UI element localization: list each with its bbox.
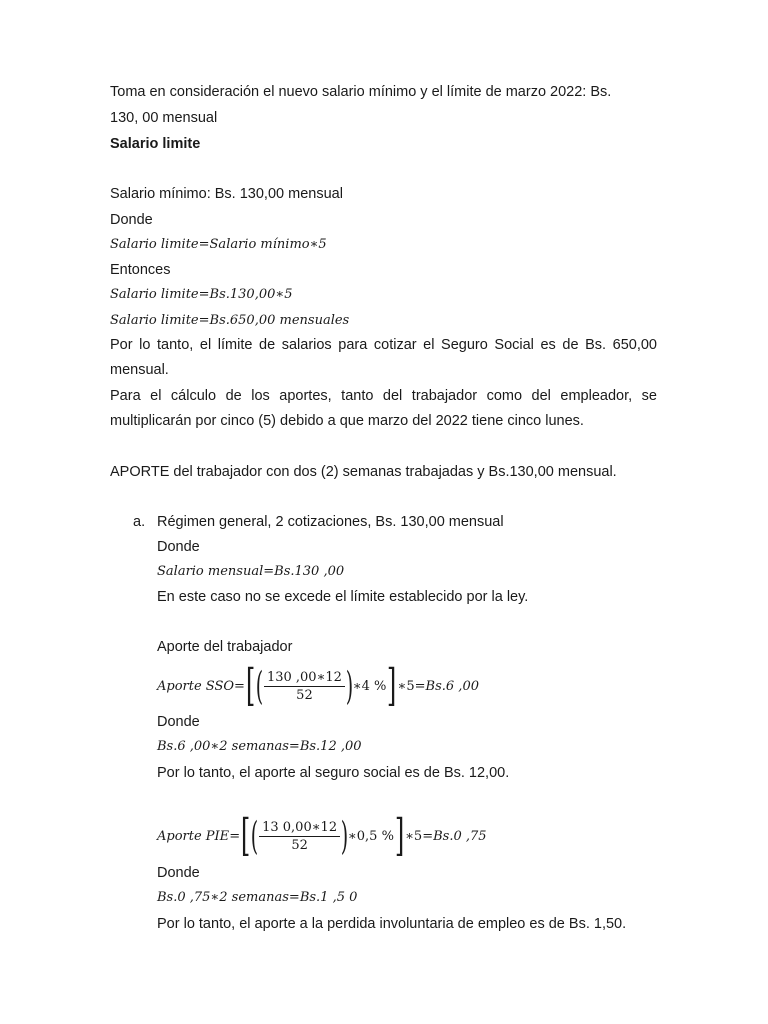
formula-lhs: Salario mensual	[157, 564, 264, 579]
formula-pie-weeks: Bs.0 ,75∗2 semanas=Bs.1 ,5 0	[157, 890, 358, 905]
result: Bs.6 ,00	[425, 678, 479, 694]
left-bracket: [	[245, 660, 256, 711]
item-a-donde-3: Donde	[157, 865, 200, 881]
fraction-denominator: 52	[296, 687, 313, 703]
calc-note: Para el cálculo de los aportes, tanto del trabajador como del empleador, se multiplicarán por cinco (5) debido a que marzo del 2022 tiene cinco lunes.	[110, 388, 657, 429]
formula-rhs: Bs.1 ,5 0	[299, 890, 358, 905]
formula-rhs: Bs.12 ,00	[299, 739, 362, 754]
no-excede-note: En este caso no se excede el límite establecido por la ley.	[157, 589, 529, 605]
formula-rhs: Bs.130,00∗5	[209, 287, 293, 302]
fraction	[264, 670, 345, 703]
right-bracket: ]	[387, 660, 397, 711]
rate: ∗4 %	[352, 678, 387, 694]
fraction-numerator: 13 0,00∗12	[259, 820, 340, 837]
donde-label: Donde	[110, 212, 153, 228]
right-paren: )	[340, 814, 349, 858]
multiplier: ∗5=	[397, 678, 426, 694]
left-bracket: [	[240, 810, 251, 861]
formula-sso-weeks: Bs.6 ,00∗2 semanas=Bs.12 ,00	[157, 739, 362, 754]
fraction-denominator: 52	[291, 837, 308, 853]
rate: ∗0,5 %	[347, 828, 394, 844]
formula-aporte-sso: Aporte SSO = [ ( $\frac{130 ,00∗12}{52}$ ) ∗4 % ] ∗5= Bs.6 ,00	[157, 660, 479, 711]
formula-lhs: Aporte PIE	[157, 828, 230, 844]
formula-salario-mensual: Salario mensual=Bs.130 ,00	[157, 564, 345, 579]
item-a-title: Régimen general, 2 cotizaciones, Bs. 130,00 mensual	[157, 514, 504, 530]
min-wage-line: Salario mínimo: Bs. 130,00 mensual	[110, 186, 343, 202]
formula-lhs: Bs.0 ,75∗2 semanas	[157, 890, 289, 905]
item-a-donde-2: Donde	[157, 714, 200, 730]
formula-lhs: Salario limite	[110, 237, 199, 252]
formula-lhs: Bs.6 ,00∗2 semanas	[157, 739, 289, 754]
right-bracket: ]	[394, 810, 405, 861]
result: Bs.0 ,75	[433, 828, 487, 844]
item-a-donde: Donde	[157, 539, 200, 555]
list-marker-a: a.	[133, 514, 146, 530]
limit-conclusion: Por lo tanto, el límite de salarios para cotizar el Seguro Social es de Bs. 650,00 mensual.	[110, 337, 657, 378]
intro-line-1: Toma en consideración el nuevo salario mínimo y el límite de marzo 2022: Bs.	[110, 84, 612, 100]
formula-limit-result: Salario limite=Bs.650,00 mensuales	[110, 313, 350, 328]
formula-rhs: Bs.130 ,00	[274, 564, 345, 579]
entonces-label: Entonces	[110, 262, 171, 278]
formula-limit-def: Salario limite=Salario mínimo∗5	[110, 237, 327, 252]
formula-aporte-pie: Aporte PIE = [ ( $\frac{13 0,00∗12}{52}$ ) ∗0,5 % ] ∗5= Bs.0 ,75	[157, 810, 487, 861]
sso-conclusion: Por lo tanto, el aporte al seguro social es de Bs. 12,00.	[157, 765, 510, 781]
aporte-heading: APORTE del trabajador con dos (2) semanas trabajadas y Bs.130,00 mensual.	[110, 464, 617, 480]
formula-rhs: Salario mínimo∗5	[209, 237, 327, 252]
formula-rhs: Bs.650,00 mensuales	[209, 313, 350, 328]
fraction-numerator: 130 ,00∗12	[264, 670, 345, 687]
intro-line-2: 130, 00 mensual	[110, 110, 218, 126]
left-paren: (	[255, 664, 264, 708]
left-paren: (	[250, 814, 259, 858]
multiplier: ∗5=	[405, 828, 434, 844]
formula-lhs: Aporte SSO	[157, 678, 235, 694]
fraction	[259, 820, 340, 853]
formula-limit-calc: Salario limite=Bs.130,00∗5	[110, 287, 293, 302]
formula-lhs: Salario limite	[110, 313, 199, 328]
formula-lhs: Salario limite	[110, 287, 199, 302]
aporte-trabajador-label: Aporte del trabajador	[157, 639, 293, 655]
right-paren: )	[345, 664, 354, 708]
section-heading: Salario limite	[110, 136, 201, 152]
pie-conclusion: Por lo tanto, el aporte a la perdida involuntaria de empleo es de Bs. 1,50.	[157, 916, 627, 932]
